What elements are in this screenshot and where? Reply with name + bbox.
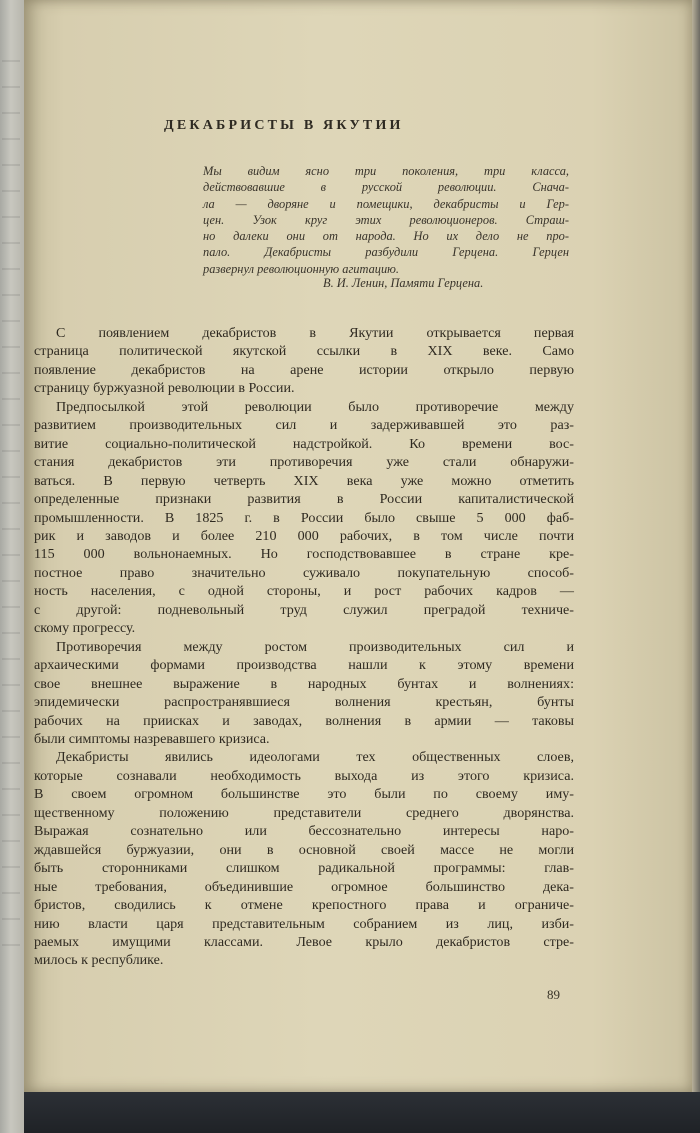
text-line: бристов, сводились к отмене крепостного права и ограниче- — [34, 897, 574, 914]
chapter-title: ДЕКАБРИСТЫ В ЯКУТИИ — [164, 118, 404, 133]
text-line: архаическими формами производства нашли к этому времени — [34, 657, 574, 674]
book-right-edge — [692, 0, 700, 1100]
epigraph-line: цен. Узок круг этих революционеров. Страш- — [203, 212, 569, 227]
text-line: развитием производительных сил и задерживавшей это раз- — [34, 417, 574, 434]
epigraph-attribution: В. И. Ленин, Памяти Герцена. — [323, 276, 484, 290]
text-line: свое внешнее выражение в народных бунтах и волнениях: — [34, 675, 574, 692]
epigraph — [203, 163, 569, 277]
text-line: В своем огромном большинстве это были по своему иму- — [34, 786, 574, 803]
text-line: определенные признаки развития в России капиталистической — [34, 491, 574, 508]
text-line: ность населения, с одной стороны, и рост рабочих кадров — — [34, 583, 574, 600]
background-below-page — [24, 1092, 700, 1133]
text-line: ные требования, объединившие огромное большинство дека- — [34, 878, 574, 895]
text-line: Противоречия между ростом производительных сил и — [56, 638, 574, 655]
text-line: Предпосылкой этой революции было противоречие между — [56, 398, 574, 415]
text-line: эпидемически распространявшиеся волнения крестьян, бунты — [34, 694, 574, 711]
text-line: с другой: подневольный труд служил преградой техниче- — [34, 601, 574, 618]
facing-page-text-edge — [2, 60, 20, 960]
epigraph-line: Мы видим ясно три поколения, три класса, — [203, 164, 569, 178]
text-line: стания декабристов эти противоречия уже стали обнаружи- — [34, 454, 574, 471]
text-line: страницу буржуазной революции в России. — [34, 380, 295, 397]
body-text — [34, 324, 574, 970]
text-line: которые сознавали необходимость выхода из этого кризиса. — [34, 767, 574, 784]
text-line: С появлением декабристов в Якутии открывается первая — [56, 325, 574, 341]
epigraph-line: ла — дворяне и помещики, декабристы и Гер- — [203, 196, 569, 211]
text-line: ждавшейся буржуазии, они в основной своей массе не могли — [34, 841, 574, 858]
text-line: 115 000 вольнонаемных. Но господствовавшее в стране кре- — [34, 546, 574, 563]
epigraph-line: действовавшие в русской революции. Снача- — [203, 180, 569, 195]
epigraph-line: пало. Декабристы разбудили Герцена. Герцен — [203, 245, 569, 260]
text-line: Декабристы явились идеологами тех общественных слоев, — [56, 749, 574, 766]
epigraph-line: развернул революционную агитацию. — [203, 261, 400, 276]
text-line: рик и заводов и более 210 000 рабочих, в том числе почти — [34, 527, 574, 544]
text-line: появление декабристов на арене истории открыло первую — [34, 361, 574, 378]
text-line: щественному положению представители среднего дворянства. — [34, 804, 574, 821]
text-line: постное право значительно суживало покупательную способ- — [34, 564, 574, 581]
text-line: нию власти царя представительным собранием из лиц, изби- — [34, 915, 574, 932]
text-line: быть сторонниками слишком радикальной программы: глав- — [34, 860, 574, 877]
text-line: ваться. В первую четверть XIX века уже можно отметить — [34, 472, 574, 489]
paragraph-3 — [34, 638, 574, 749]
text-line: раемых имущими классами. Левое крыло декабристов стре- — [34, 933, 574, 950]
epigraph-line: но далеки они от народа. Но их дело не про- — [203, 229, 569, 244]
paragraph-4 — [34, 748, 574, 969]
text-line: страница политической якутской ссылки в XIX веке. Само — [34, 343, 574, 360]
facing-page-edge — [0, 0, 24, 1133]
text-line: рабочих на приисках и заводах, волнения в армии — таковы — [34, 712, 574, 729]
paragraph-1 — [34, 324, 574, 398]
text-line: милось к республике. — [34, 952, 164, 969]
paragraph-2 — [34, 398, 574, 638]
text-line: были симптомы назревавшего кризиса. — [34, 730, 270, 747]
text-line: витие социально-политической надстройкой. Ко времени вос- — [34, 435, 574, 452]
text-line: Выражая сознательно или бессознательно интересы наро- — [34, 823, 574, 840]
text-line: скому прогрессу. — [34, 620, 136, 637]
text-line: промышленности. В 1825 г. в России было свыше 5 000 фаб- — [34, 509, 574, 526]
page-number: 89 — [547, 987, 560, 1002]
